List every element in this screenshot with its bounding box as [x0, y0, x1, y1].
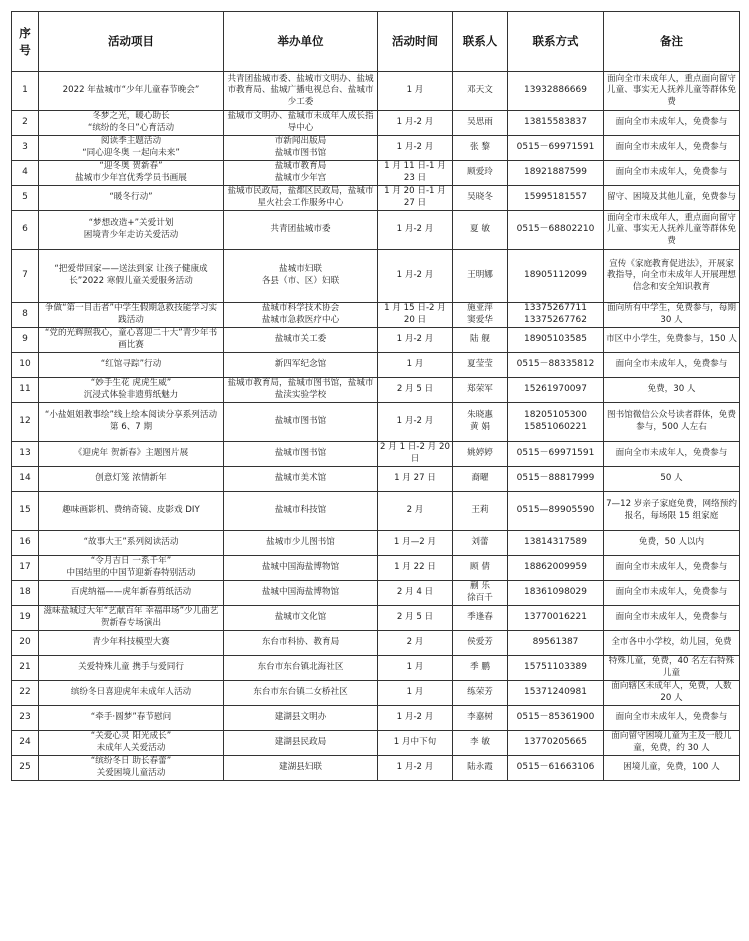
cell-item: 创意灯笼 浓情新年 — [39, 467, 224, 492]
table-row — [12, 681, 740, 706]
cell-org: 盐城市少儿图书馆 — [224, 531, 378, 556]
cell-phone: 0515－88817999 — [508, 467, 604, 492]
cell-contact: 顾 倩 — [453, 556, 508, 581]
cell-phone: 13814317589 — [508, 531, 604, 556]
cell-seq: 8 — [12, 303, 39, 328]
cell-org: 盐城市图书馆 — [224, 403, 378, 442]
table-row — [12, 211, 740, 250]
cell-contact: 李嘉树 — [453, 706, 508, 731]
cell-seq: 10 — [12, 353, 39, 378]
cell-seq: 6 — [12, 211, 39, 250]
cell-phone: 0515－61663106 — [508, 756, 604, 781]
cell-contact: 吴思雨 — [453, 111, 508, 136]
cell-seq: 14 — [12, 467, 39, 492]
cell-note: 面向留守困境儿童为主及一般儿童，免费，约 30 人 — [604, 731, 740, 756]
cell-time: 1 月 — [378, 681, 453, 706]
cell-contact: 蒯 乐 徐百千 — [453, 581, 508, 606]
table-row — [12, 378, 740, 403]
cell-note: 面向全市未成年人，免费参与 — [604, 442, 740, 467]
cell-org: 共青团盐城市委 — [224, 211, 378, 250]
table-row — [12, 161, 740, 186]
cell-item: 2022 年盐城市“少年儿童春节晚会” — [39, 72, 224, 111]
cell-item: “迎冬奥 贺新春” 盐城市少年宫优秀学员书画展 — [39, 161, 224, 186]
cell-item: 青少年科技模型大赛 — [39, 631, 224, 656]
cell-contact: 夏 敏 — [453, 211, 508, 250]
header-org: 举办单位 — [224, 12, 378, 72]
cell-phone: 13770205665 — [508, 731, 604, 756]
activity-table — [11, 11, 740, 781]
cell-seq: 11 — [12, 378, 39, 403]
cell-time: 2 月 — [378, 492, 453, 531]
cell-item: “令月吉日 一系千年” 中国结里的中国节迎新春特别活动 — [39, 556, 224, 581]
cell-note: 面向全市未成年人，免费参与 — [604, 353, 740, 378]
cell-org: 盐城中国海盐博物馆 — [224, 581, 378, 606]
cell-seq: 1 — [12, 72, 39, 111]
cell-contact: 裔曜 — [453, 467, 508, 492]
cell-phone: 13932886669 — [508, 72, 604, 111]
cell-note: 面向全市未成年人，免费参与 — [604, 606, 740, 631]
cell-phone: 89561387 — [508, 631, 604, 656]
cell-org: 市新闻出版局 盐城市图书馆 — [224, 136, 378, 161]
table-row — [12, 656, 740, 681]
cell-item: “红馆寻踪”行动 — [39, 353, 224, 378]
cell-note: 面向全市未成年人，免费参与 — [604, 111, 740, 136]
cell-item: 冬梦之光，暖心助长 “缤纷的冬日”心育活动 — [39, 111, 224, 136]
table-row — [12, 186, 740, 211]
cell-contact: 顾爱玲 — [453, 161, 508, 186]
header-row — [12, 12, 740, 72]
cell-time: 1 月 — [378, 353, 453, 378]
cell-time: 2 月 5 日 — [378, 378, 453, 403]
cell-note: 面向所有中学生，免费参与，每期 30 人 — [604, 303, 740, 328]
cell-org: 建湖县文明办 — [224, 706, 378, 731]
cell-org: 盐城市美术馆 — [224, 467, 378, 492]
cell-org: 盐城市文化馆 — [224, 606, 378, 631]
cell-time: 1 月-2 月 — [378, 250, 453, 303]
cell-note: 50 人 — [604, 467, 740, 492]
cell-time: 1 月-2 月 — [378, 136, 453, 161]
cell-phone: 15995181557 — [508, 186, 604, 211]
cell-note: 面向全市未成年人，免费参与 — [604, 161, 740, 186]
cell-contact: 李 敏 — [453, 731, 508, 756]
table-row — [12, 631, 740, 656]
cell-org: 盐城市教育局，盐城市图书馆，盐城市盐渎实验学校 — [224, 378, 378, 403]
cell-contact: 侯爱芳 — [453, 631, 508, 656]
cell-phone: 13815583837 — [508, 111, 604, 136]
cell-phone: 13770016221 — [508, 606, 604, 631]
cell-time: 2 月 1 日-2 月 20 日 — [378, 442, 453, 467]
cell-org: 建湖县民政局 — [224, 731, 378, 756]
table-row — [12, 756, 740, 781]
cell-seq: 13 — [12, 442, 39, 467]
table-row — [12, 250, 740, 303]
cell-time: 1 月中下旬 — [378, 731, 453, 756]
cell-note: 免费，30 人 — [604, 378, 740, 403]
cell-item: 趣味画影机、费纳奇镜、皮影戏 DIY — [39, 492, 224, 531]
header-item: 活动项目 — [39, 12, 224, 72]
table-body — [12, 72, 740, 781]
cell-note: 宣传《家庭教育促进法》，开展家教指导，向全市未成年人开展理想信念和安全知识教育 — [604, 250, 740, 303]
cell-item: 争做“第一目击者”中学生假期急救技能学习实践活动 — [39, 303, 224, 328]
cell-org: 新四军纪念馆 — [224, 353, 378, 378]
cell-time: 1 月 15 日-2 月 20 日 — [378, 303, 453, 328]
cell-seq: 20 — [12, 631, 39, 656]
cell-org: 盐城市民政局，盐都区民政局，盐城市星火社会工作服务中心 — [224, 186, 378, 211]
cell-note: 留守、困境及其他儿童，免费参与 — [604, 186, 740, 211]
table-row — [12, 492, 740, 531]
cell-note: 面向全市未成年人，重点面向留守儿童、事实无人抚养儿童等群体免费 — [604, 211, 740, 250]
cell-time: 1 月-2 月 — [378, 111, 453, 136]
table-row — [12, 556, 740, 581]
cell-note: 图书馆微信公众号读者群体，免费参与，500 人左右 — [604, 403, 740, 442]
cell-phone: 18361098029 — [508, 581, 604, 606]
table-row — [12, 706, 740, 731]
cell-phone: 0515－68802210 — [508, 211, 604, 250]
cell-phone: 18862009959 — [508, 556, 604, 581]
cell-contact: 施亚萍 窦爱华 — [453, 303, 508, 328]
cell-contact: 郑荣军 — [453, 378, 508, 403]
header-contact: 联系人 — [453, 12, 508, 72]
cell-time: 2 月 4 日 — [378, 581, 453, 606]
cell-contact: 姚婷婷 — [453, 442, 508, 467]
cell-seq: 15 — [12, 492, 39, 531]
cell-note: 特殊儿童，免费，40 名左右特殊儿童 — [604, 656, 740, 681]
cell-time: 1 月-2 月 — [378, 756, 453, 781]
cell-note: 7—12 岁亲子家庭免费，网络预约报名，每场限 15 组家庭 — [604, 492, 740, 531]
table-row — [12, 403, 740, 442]
cell-seq: 18 — [12, 581, 39, 606]
cell-item: “暖冬行动” — [39, 186, 224, 211]
cell-seq: 23 — [12, 706, 39, 731]
cell-org: 盐城中国海盐博物馆 — [224, 556, 378, 581]
cell-time: 2 月 5 日 — [378, 606, 453, 631]
cell-seq: 16 — [12, 531, 39, 556]
cell-contact: 季逢春 — [453, 606, 508, 631]
cell-org: 盐城市教育局 盐城市少年宫 — [224, 161, 378, 186]
cell-item: “妙手生花 虎虎生威” 沉浸式体验非遗剪纸魅力 — [39, 378, 224, 403]
cell-item: “小盐姐姐教事绘”线上绘本阅读分享系列活动第 6、7 期 — [39, 403, 224, 442]
cell-time: 1 月-2 月 — [378, 403, 453, 442]
table-row — [12, 581, 740, 606]
cell-seq: 25 — [12, 756, 39, 781]
cell-org: 盐城市图书馆 — [224, 442, 378, 467]
cell-item: 滋味盐城过大年“艺献百年 幸福串场”少儿曲艺贺新春专场演出 — [39, 606, 224, 631]
cell-phone: 0515－85361900 — [508, 706, 604, 731]
cell-contact: 朱晓惠 黄 娟 — [453, 403, 508, 442]
cell-item: “党的光辉照我心，童心喜迎二十大”青少年书画比赛 — [39, 328, 224, 353]
cell-org: 盐城市妇联 各县（市、区）妇联 — [224, 250, 378, 303]
cell-contact: 王莉 — [453, 492, 508, 531]
cell-phone: 0515—89905590 — [508, 492, 604, 531]
cell-org: 东台市科协、教育局 — [224, 631, 378, 656]
cell-phone: 18905103585 — [508, 328, 604, 353]
cell-seq: 12 — [12, 403, 39, 442]
cell-note: 市区中小学生，免费参与，150 人 — [604, 328, 740, 353]
cell-contact: 陆 舰 — [453, 328, 508, 353]
cell-item: “故事大王”系列阅读活动 — [39, 531, 224, 556]
cell-seq: 17 — [12, 556, 39, 581]
cell-time: 2 月 — [378, 631, 453, 656]
table-row — [12, 353, 740, 378]
cell-org: 共青团盐城市委、盐城市文明办、盐城市教育局、盐城广播电视总台、盐城市少工委 — [224, 72, 378, 111]
cell-item: 《迎虎年 贺新春》主题图片展 — [39, 442, 224, 467]
cell-org: 建湖县妇联 — [224, 756, 378, 781]
cell-note: 免费，50 人以内 — [604, 531, 740, 556]
table-row — [12, 731, 740, 756]
cell-note: 面向辖区未成年人，免费，人数 20 人 — [604, 681, 740, 706]
cell-seq: 4 — [12, 161, 39, 186]
cell-seq: 3 — [12, 136, 39, 161]
cell-phone: 18921887599 — [508, 161, 604, 186]
cell-phone: 15751103389 — [508, 656, 604, 681]
cell-seq: 24 — [12, 731, 39, 756]
cell-item: 百虎纳福——虎年新春剪纸活动 — [39, 581, 224, 606]
cell-item: 阅读季主题活动 “同心迎冬奥 一起向未来” — [39, 136, 224, 161]
cell-phone: 15371240981 — [508, 681, 604, 706]
cell-note: 面向全市未成年人，免费参与 — [604, 581, 740, 606]
table-row — [12, 303, 740, 328]
cell-time: 1 月 22 日 — [378, 556, 453, 581]
cell-seq: 5 — [12, 186, 39, 211]
table-row — [12, 136, 740, 161]
cell-contact: 季 鹏 — [453, 656, 508, 681]
cell-note: 面向全市未成年人，免费参与 — [604, 556, 740, 581]
header-time: 活动时间 — [378, 12, 453, 72]
cell-seq: 9 — [12, 328, 39, 353]
cell-note: 困境儿童，免费，100 人 — [604, 756, 740, 781]
cell-seq: 2 — [12, 111, 39, 136]
cell-time: 1 月 — [378, 656, 453, 681]
cell-contact: 王明娜 — [453, 250, 508, 303]
cell-phone: 0515－69971591 — [508, 136, 604, 161]
cell-time: 1 月-2 月 — [378, 706, 453, 731]
table-row — [12, 531, 740, 556]
header-seq: 序号 — [12, 12, 39, 72]
cell-note: 面向全市未成年人，免费参与 — [604, 706, 740, 731]
cell-time: 1 月 27 日 — [378, 467, 453, 492]
cell-item: “牵手·圆梦”春节慰问 — [39, 706, 224, 731]
cell-org: 盐城市科技馆 — [224, 492, 378, 531]
cell-phone: 18905112099 — [508, 250, 604, 303]
cell-time: 1 月 11 日-1 月 23 日 — [378, 161, 453, 186]
cell-item: “缤纷冬日 助长春蕾” 关爱困境儿童活动 — [39, 756, 224, 781]
cell-item: 关爱特殊儿童 携手与爱同行 — [39, 656, 224, 681]
cell-contact: 刘蕾 — [453, 531, 508, 556]
table-row — [12, 111, 740, 136]
cell-contact: 邓天文 — [453, 72, 508, 111]
cell-org: 盐城市文明办、盐城市未成年人成长指导中心 — [224, 111, 378, 136]
cell-phone: 0515－69971591 — [508, 442, 604, 467]
cell-time: 1 月-2 月 — [378, 328, 453, 353]
cell-seq: 22 — [12, 681, 39, 706]
header-phone: 联系方式 — [508, 12, 604, 72]
cell-phone: 18205105300 15851060221 — [508, 403, 604, 442]
cell-note: 面向全市未成年人，免费参与 — [604, 136, 740, 161]
cell-phone: 13375267711 13375267762 — [508, 303, 604, 328]
cell-org: 盐城市科学技术协会 盐城市急救医疗中心 — [224, 303, 378, 328]
cell-org: 东台市东台镇二女桥社区 — [224, 681, 378, 706]
header-note: 备注 — [604, 12, 740, 72]
cell-contact: 张 黎 — [453, 136, 508, 161]
cell-item: “关爱心灵 阳光成长” 未成年人关爱活动 — [39, 731, 224, 756]
table-row — [12, 467, 740, 492]
cell-phone: 15261970097 — [508, 378, 604, 403]
cell-org: 盐城市关工委 — [224, 328, 378, 353]
table-row — [12, 328, 740, 353]
cell-contact: 吴晓冬 — [453, 186, 508, 211]
cell-seq: 21 — [12, 656, 39, 681]
table-row — [12, 442, 740, 467]
cell-contact: 练荣芳 — [453, 681, 508, 706]
cell-time: 1 月 — [378, 72, 453, 111]
table-row — [12, 606, 740, 631]
cell-item: “梦想改造+”关爱计划 困境青少年走访关爱活动 — [39, 211, 224, 250]
table-row — [12, 72, 740, 111]
cell-seq: 19 — [12, 606, 39, 631]
cell-item: “把爱带回家——送法到家 让孩子健康成长”2022 寒假儿童关爱服务活动 — [39, 250, 224, 303]
cell-time: 1 月 20 日-1 月 27 日 — [378, 186, 453, 211]
cell-item: 缤纷冬日喜迎虎年未成年人活动 — [39, 681, 224, 706]
cell-contact: 夏莹莹 — [453, 353, 508, 378]
cell-time: 1 月—2 月 — [378, 531, 453, 556]
cell-phone: 0515－88335812 — [508, 353, 604, 378]
cell-time: 1 月-2 月 — [378, 211, 453, 250]
cell-note: 全市各中小学校，幼儿园，免费 — [604, 631, 740, 656]
cell-contact: 陆永霞 — [453, 756, 508, 781]
cell-note: 面向全市未成年人，重点面向留守儿童、事实无人抚养儿童等群体免费 — [604, 72, 740, 111]
cell-org: 东台市东台镇北海社区 — [224, 656, 378, 681]
cell-seq: 7 — [12, 250, 39, 303]
